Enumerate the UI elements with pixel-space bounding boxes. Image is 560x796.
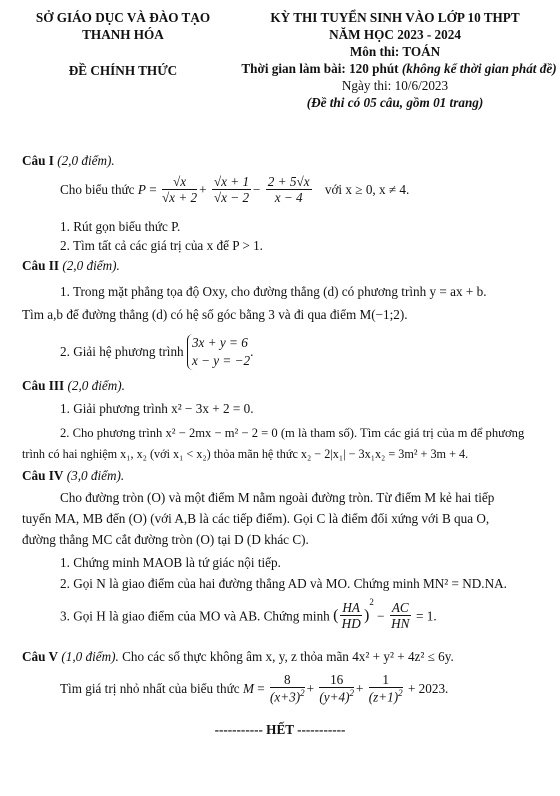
q3-part2-line2: trình có hai nghiệm x₁, x₂ (với x₁ < x₂) thỏa mãn hệ thức x₂ − 2|x₁| − 3x₁x₂ = 3m² + 3m + 4. xyxy=(22,447,469,461)
time-note: (không kể thời gian phát đề) xyxy=(401,61,557,76)
q3-part2-line1: 2. Cho phương trình x² − 2mx − m² − 2 = 0 (m là tham số). Tìm các giá trị của m để phương xyxy=(60,426,525,440)
dept-name: SỞ GIÁO DỤC VÀ ĐÀO TẠO xyxy=(35,10,211,25)
q4-line1: Cho đường tròn (O) và một điểm M nằm ngoài đường tròn. Từ điểm M kẻ hai tiếp xyxy=(60,490,495,505)
q5-expression-line: Tìm giá trị nhỏ nhất của biểu thức M = $\frac{8}{(x+3)^2}$ + $\frac{16}{(y+4)^2}$ + $\frac{1}{(z+1)^2}$ + 2023. xyxy=(60,672,449,705)
q4-part3: 3. Gọi H là giao điểm của MO và AB. Chứng minh ( $\frac{HA}{HD}$ )$^2$ − $\frac{AC}{HN}$ = 1. xyxy=(60,597,437,632)
q5-points: (1,0 điểm). xyxy=(61,649,119,664)
q1-title: Câu I xyxy=(22,153,54,168)
q1-intro: Cho biểu thức xyxy=(60,182,135,198)
q2-part2-text: 2. Giải hệ phương trình xyxy=(60,343,184,359)
q2-eq2: x − y = −2 xyxy=(191,352,251,368)
q2-part1-line2: Tìm a,b để đường thẳng (d) có hệ số góc bằng 3 và đi qua điểm M(−1;2). xyxy=(22,307,408,322)
time-label: Thời gian làm bài: 120 phút xyxy=(241,61,399,76)
q2-part1-line1: 1. Trong mặt phẳng tọa độ Oxy, cho đường thẳng (d) có phương trình y = ax + b. xyxy=(60,284,487,299)
q2-points: (2,0 điểm). xyxy=(62,258,120,273)
exam-title: KỲ THI TUYỂN SINH VÀO LỚP 10 THPT xyxy=(270,10,520,25)
q5-frac-2: $\frac{16}{(y+4)^2}$ xyxy=(319,672,354,705)
q3-title: Câu III xyxy=(22,378,65,393)
q3-part1: 1. Giải phương trình x² − 3x + 2 = 0. xyxy=(60,401,254,416)
q4-line2: tuyến MA, MB đến (O) (với A,B là các tiếp điểm). Gọi C là điểm đối xứng với B qua O, xyxy=(22,511,490,526)
q1-frac-2: $\frac{√x + 1}{√x - 2}$ xyxy=(213,174,250,206)
end-marker: ----------- HẾT ----------- xyxy=(214,722,346,737)
q4-title: Câu IV xyxy=(22,468,64,483)
subject: Môn thi: TOÁN xyxy=(349,44,441,59)
q4-part1: 1. Chứng minh MAOB là tứ giác nội tiếp. xyxy=(60,555,281,570)
official-label: ĐỀ CHÍNH THỨC xyxy=(68,63,178,78)
time-line xyxy=(240,61,558,77)
q4-part3-text: 3. Gọi H là giao điểm của MO và AB. Chứng minh xyxy=(60,608,330,624)
q4-heading xyxy=(22,468,124,484)
q3-heading xyxy=(22,378,125,394)
q2-system xyxy=(187,334,250,370)
q2-eq1: 3x + y = 6 xyxy=(191,335,248,350)
q5-title: Câu V xyxy=(22,649,59,664)
q3-points: (2,0 điểm). xyxy=(67,378,125,393)
province-name: THANH HÓA xyxy=(82,27,164,42)
q1-frac-1: $\frac{√x}{√x + 2}$ xyxy=(161,174,198,206)
q5-frac-3: $\frac{1}{(z+1)^2}$ xyxy=(368,672,403,705)
q4-points: (3,0 điểm). xyxy=(66,468,125,483)
pages-note: (Đề thi có 05 câu, gồm 01 trang) xyxy=(306,95,484,110)
q1-condition: với x ≥ 0, x ≠ 4. xyxy=(324,182,410,198)
school-year: NĂM HỌC 2023 - 2024 xyxy=(329,27,461,42)
exam-date: Ngày thi: 10/6/2023 xyxy=(341,78,449,93)
q2-part2: 2. Giải hệ phương trình 3x + y = 6 x − y = −2 . xyxy=(60,335,254,368)
q1-part1: 1. Rút gọn biểu thức P. xyxy=(60,219,181,234)
q1-frac-3: $\frac{2 + 5√x}{x - 4}$ xyxy=(267,174,310,206)
q1-heading xyxy=(22,153,115,169)
q5-frac-1: $\frac{8}{(x+3)^2}$ xyxy=(269,672,305,705)
q4-frac-ha-hd: $\frac{HA}{HD}$ xyxy=(341,600,361,632)
q1-expression-line: Cho biểu thức P = $\frac{√x}{√x + 2}$ + $\frac{√x + 1}{√x - 2}$ − $\frac{2 + 5√x}{x - 4}$ với x ≥ 0, x ≠ 4. xyxy=(60,174,410,206)
q4-line3: đường thẳng MC cắt đường tròn (O) tại D (D khác C). xyxy=(22,532,309,547)
q4-part2: 2. Gọi N là giao điểm của hai đường thẳng AD và MO. Chứng minh MN² = ND.NA. xyxy=(60,576,507,591)
q5-line1: Cho các số thực không âm x, y, z thỏa mãn 4x² + y² + 4z² ≤ 6y. xyxy=(122,649,454,664)
q5-line2: Tìm giá trị nhỏ nhất của biểu thức xyxy=(60,680,240,696)
q4-frac-ac-hn: $\frac{AC}{HN}$ xyxy=(391,600,410,632)
q1-points: (2,0 điểm). xyxy=(57,153,115,168)
q2-heading xyxy=(22,258,120,274)
q1-part2: 2. Tìm tất cả các giá trị của x để P > 1. xyxy=(60,238,263,253)
q2-title: Câu II xyxy=(22,258,60,273)
q5-heading xyxy=(22,649,454,665)
